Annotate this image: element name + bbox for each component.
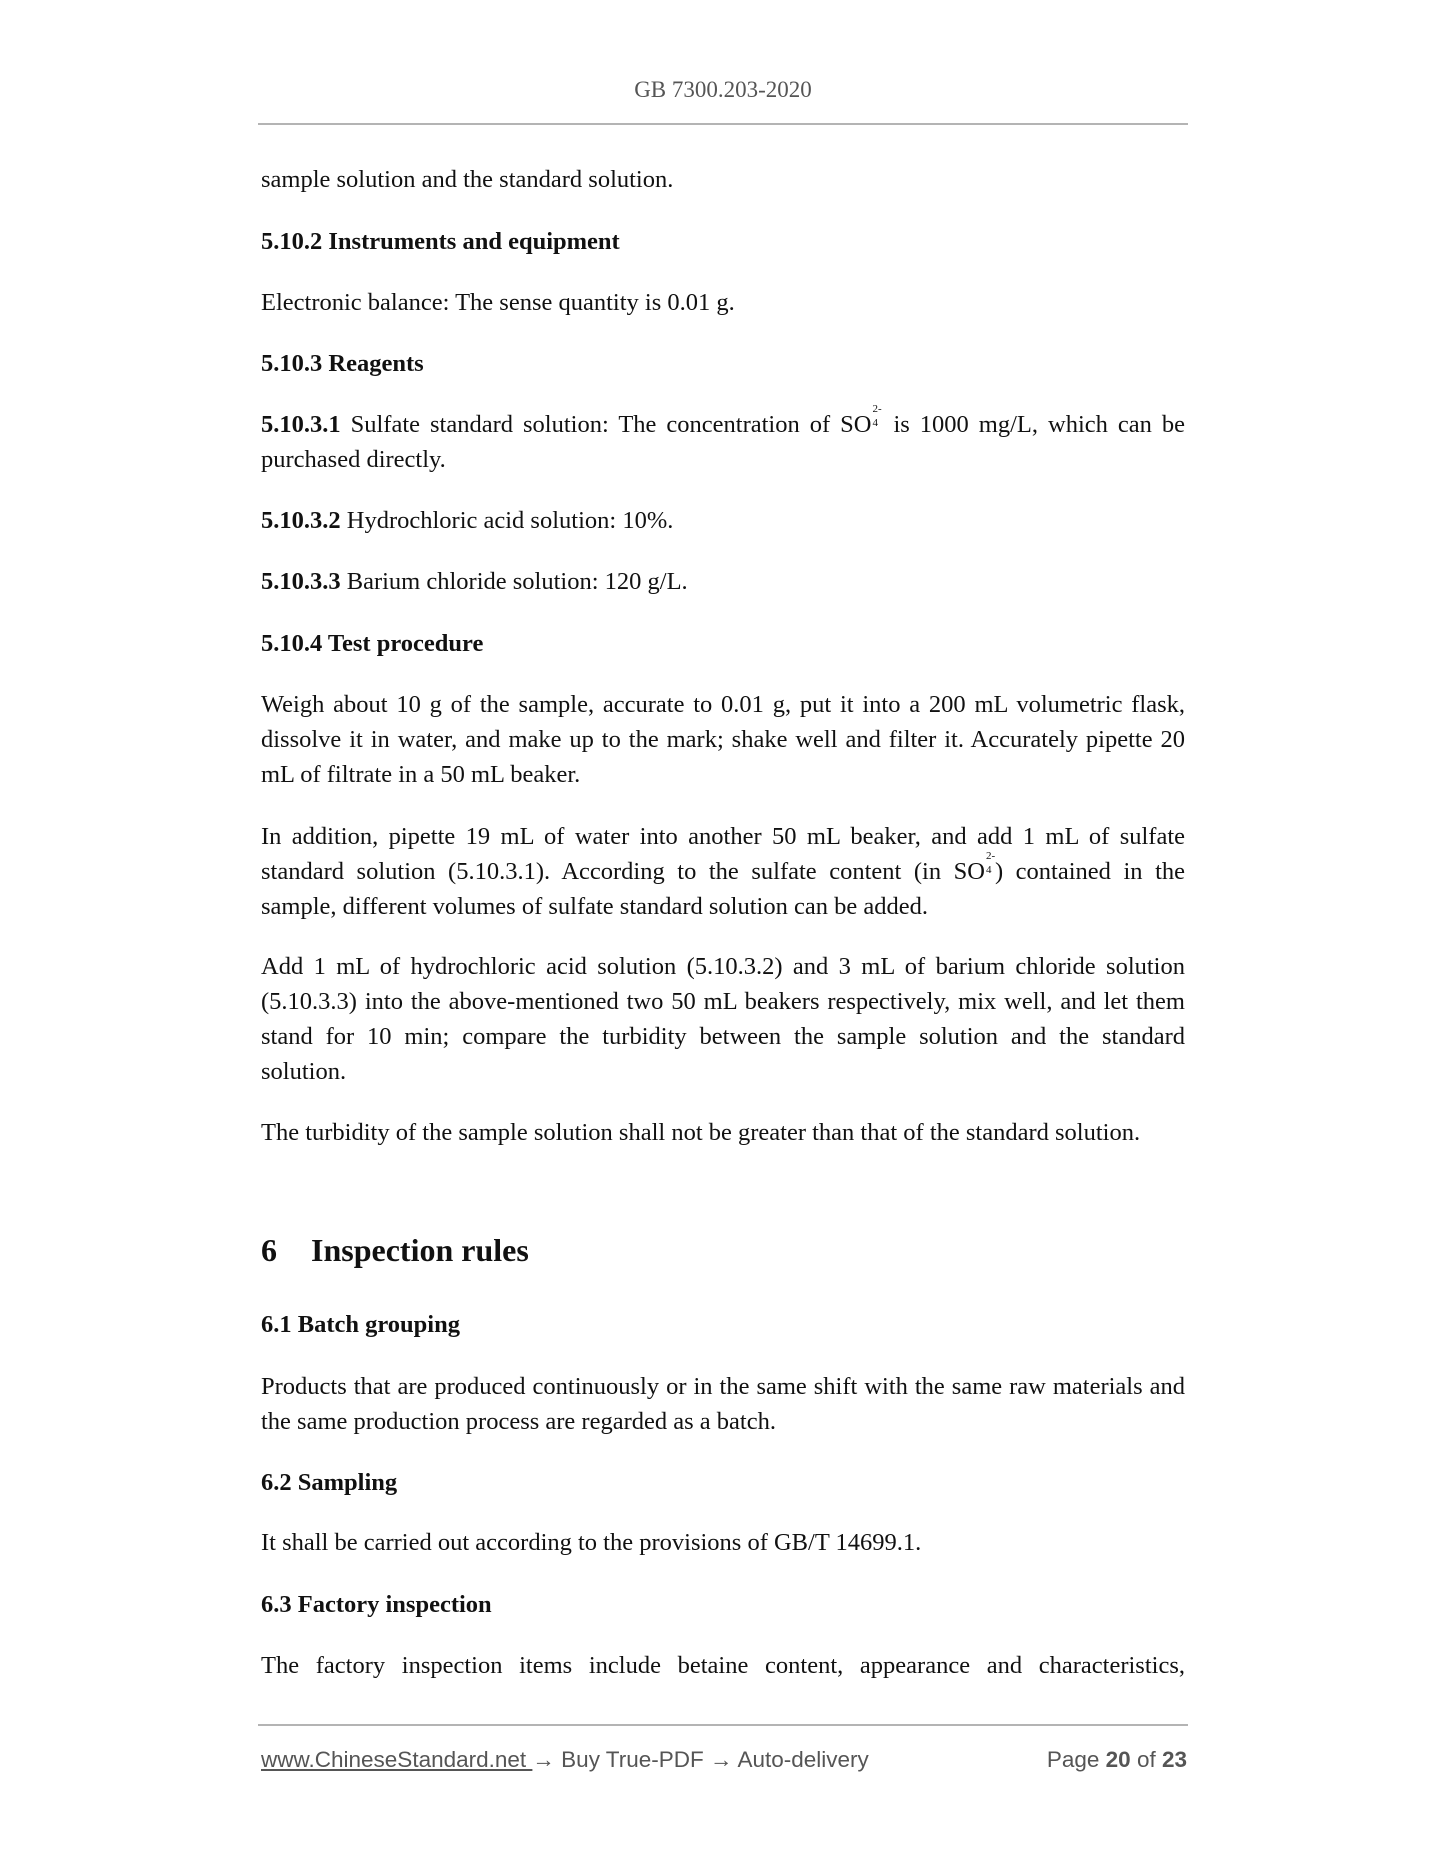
section-number: 6 xyxy=(261,1232,277,1268)
paragraph-batch-grouping: Products that are produced continuously or in the same shift with the same raw materials and the same production process are regarded as a batch. xyxy=(261,1373,1185,1435)
page-footer xyxy=(261,1745,1187,1775)
page-indicator xyxy=(1047,1745,1187,1775)
header-divider xyxy=(258,123,1188,125)
reagent-5-10-3-1 xyxy=(261,402,1185,477)
formula-charge: 2- xyxy=(985,849,996,862)
page-header-doc-id: GB 7300.203-2020 xyxy=(634,77,812,102)
paragraph-electronic-balance: Electronic balance: The sense quantity is 0.01 g. xyxy=(261,289,735,316)
procedure-paragraph-2 xyxy=(261,819,1185,924)
clause-text-continued: is 1000 mg/L, which can be purchased directly. xyxy=(261,411,1185,473)
paragraph-factory-inspection: The factory inspection items include betaine content, appearance and characteristics, xyxy=(261,1652,1185,1679)
clause-text: Sulfate standard solution: The concentration of xyxy=(340,411,841,438)
formula-charge: 2- xyxy=(872,402,882,415)
procedure-paragraph-4: The turbidity of the sample solution shall not be greater than that of the standard solution. xyxy=(261,1119,1141,1146)
heading-section-6 xyxy=(261,1230,1185,1270)
page-label: Page xyxy=(1046,1747,1106,1772)
reagent-5-10-3-3 xyxy=(261,564,1185,599)
page-total: 23 xyxy=(1161,1747,1187,1772)
formula-subscript: 4 xyxy=(985,863,992,876)
buy-true-pdf-text: Buy True-PDF xyxy=(561,1747,704,1772)
paragraph-text-continued: ) contained in the sample, different volumes of sulfate standard solution can be added. xyxy=(261,858,1185,920)
clause-number: 5.10.3.1 xyxy=(261,411,341,438)
paragraph-sampling: It shall be carried out according to the provisions of GB/T 14699.1. xyxy=(261,1529,922,1556)
formula-base: SO xyxy=(840,411,872,438)
section-title: Inspection rules xyxy=(311,1232,529,1268)
heading-6-2: 6.2 Sampling xyxy=(261,1469,398,1496)
formula-subscript: 4 xyxy=(872,416,878,429)
sulfate-formula xyxy=(953,849,996,885)
heading-6-3: 6.3 Factory inspection xyxy=(261,1591,492,1618)
arrow-right-icon: → xyxy=(532,1747,562,1772)
sulfate-formula xyxy=(840,402,883,438)
heading-6-1: 6.1 Batch grouping xyxy=(261,1311,460,1338)
auto-delivery-text: Auto-delivery xyxy=(737,1747,869,1772)
procedure-paragraph-1: Weigh about 10 g of the sample, accurate to 0.01 g, put it into a 200 mL volumetric flask, dissolve it in water, and make up to the mark; shake well and filter it. Accurately pipette 20 mL of filtrate in a 50 mL beaker. xyxy=(261,691,1185,788)
formula-base: SO xyxy=(953,858,985,885)
chinesestandard-link[interactable]: www.ChineseStandard.net xyxy=(261,1747,533,1772)
continuation-paragraph: sample solution and the standard solution. xyxy=(261,166,674,193)
footer-divider xyxy=(258,1724,1188,1726)
arrow-right-icon: → xyxy=(703,1747,738,1772)
heading-5-10-4: 5.10.4 Test procedure xyxy=(261,630,484,657)
heading-5-10-3: 5.10.3 Reagents xyxy=(261,350,424,377)
procedure-paragraph-3: Add 1 mL of hydrochloric acid solution (5.10.3.2) and 3 mL of barium chloride solution (5.10.3.3) into the above-mentioned two 50 mL beakers respectively, mix well, and let them stand for 10 min; compare the turbidity between the sample solution and the standard solution. xyxy=(261,953,1185,1085)
reagent-5-10-3-2 xyxy=(261,503,1185,538)
clause-text: Hydrochloric acid solution: 10%. xyxy=(340,507,674,534)
clause-number: 5.10.3.3 xyxy=(261,568,341,595)
paragraph-text: In addition, pipette 19 mL of water into another 50 mL beaker, and add 1 mL of sulfate standard solution (5.10.3.1). According to the sulfate content (in xyxy=(261,823,1185,885)
page-current: 20 xyxy=(1105,1747,1131,1772)
page-of-label: of xyxy=(1130,1747,1162,1772)
clause-number: 5.10.3.2 xyxy=(261,507,341,534)
heading-5-10-2: 5.10.2 Instruments and equipment xyxy=(261,228,620,255)
clause-text: Barium chloride solution: 120 g/L. xyxy=(340,568,688,595)
